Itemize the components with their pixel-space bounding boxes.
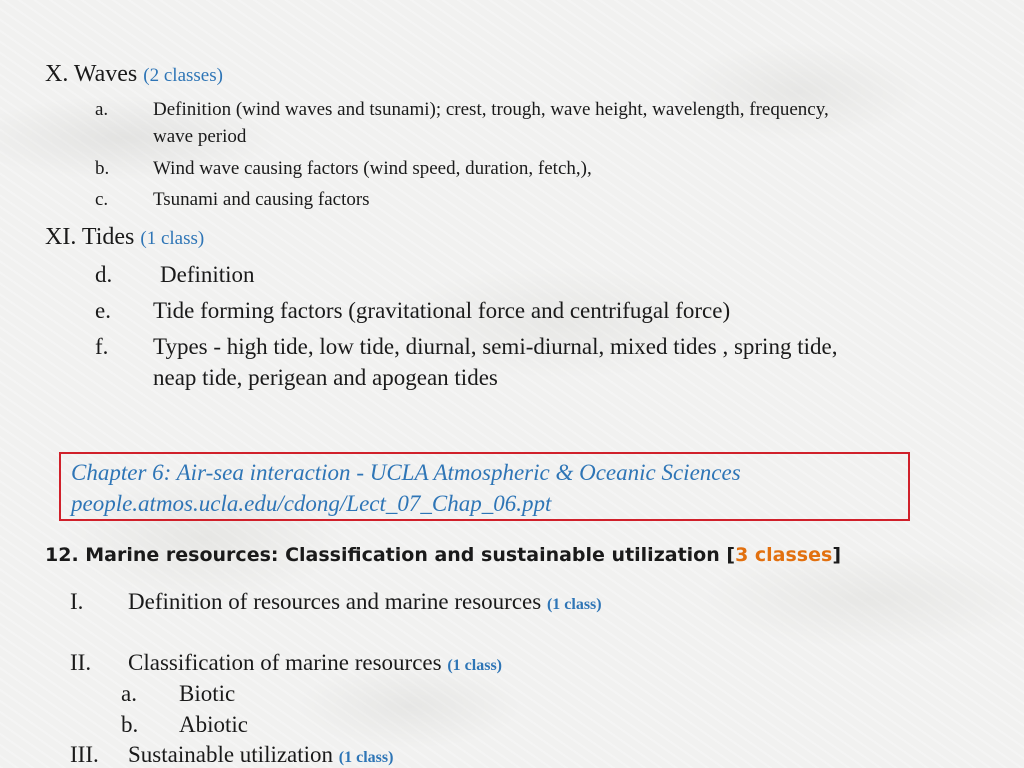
tides-item-d-marker: d.: [95, 262, 113, 287]
tides-heading-title: XI. Tides: [45, 224, 135, 250]
reference-line-1[interactable]: [71, 460, 741, 486]
tides-classes: (1 class): [140, 228, 205, 249]
waves-item-a-marker: a.: [95, 99, 109, 120]
marine-item-2: [128, 650, 502, 676]
marine-subitem-a-marker: a.: [121, 681, 137, 706]
reference-url[interactable]: people.atmos.ucla.edu/cdong/Lect_07_Chap_06.ppt: [71, 491, 552, 516]
marine-heading-prefix: 12. Marine resources: Classification and sustainable utilization [: [45, 544, 736, 566]
reference-box: [59, 452, 910, 521]
tides-item-f-text: Types - high tide, low tide, diurnal, semi-diurnal, mixed tides , spring tide,: [153, 334, 838, 359]
tides-heading: [45, 224, 204, 251]
reference-title: Chapter 6: Air-sea interaction: [71, 460, 351, 485]
marine-subitem-b-text: Abiotic: [179, 712, 248, 737]
waves-heading: [45, 61, 223, 88]
waves-heading-title: X. Waves: [45, 61, 138, 87]
marine-subitem-a-text: Biotic: [179, 681, 236, 706]
marine-item-2-marker: II.: [70, 650, 92, 675]
waves-item-a-text-cont: wave period: [153, 126, 247, 147]
reference-separator: -: [350, 460, 370, 485]
marine-heading-suffix: ]: [832, 544, 841, 566]
marine-item-3: [128, 742, 393, 768]
reference-source: UCLA Atmospheric & Oceanic Sciences: [369, 460, 741, 485]
waves-item-b-text: Wind wave causing factors (wind speed, duration, fetch,),: [153, 158, 592, 179]
marine-item-1-classes: (1 class): [546, 596, 602, 613]
waves-item-a-text: Definition (wind waves and tsunami); crest, trough, wave height, wavelength, frequency,: [153, 99, 829, 120]
tides-item-e-text: Tide forming factors (gravitational force and centrifugal force): [153, 298, 731, 323]
marine-item-1: [128, 589, 602, 615]
marine-item-3-text: Sustainable utilization: [128, 742, 334, 767]
waves-classes: (2 classes): [143, 65, 223, 86]
marine-item-2-text: Classification of marine resources: [128, 650, 442, 675]
marine-item-1-text: Definition of resources and marine resources: [128, 589, 542, 614]
tides-item-d-text: Definition: [160, 262, 255, 287]
waves-item-c-marker: c.: [95, 189, 109, 210]
tides-item-f-text-cont: neap tide, perigean and apogean tides: [153, 365, 498, 390]
marine-subitem-b-marker: b.: [121, 712, 139, 737]
tides-item-f-marker: f.: [95, 334, 109, 359]
waves-item-b-marker: b.: [95, 158, 110, 179]
tides-item-e-marker: e.: [95, 298, 111, 323]
marine-item-1-marker: I.: [70, 589, 84, 614]
marine-item-3-classes: (1 class): [338, 749, 394, 766]
marine-heading-classes: 3 classes: [735, 544, 833, 566]
marine-item-3-marker: III.: [70, 742, 99, 767]
waves-item-c-text: Tsunami and causing factors: [153, 189, 370, 210]
marine-heading: [45, 544, 841, 566]
marine-item-2-classes: (1 class): [447, 657, 502, 674]
